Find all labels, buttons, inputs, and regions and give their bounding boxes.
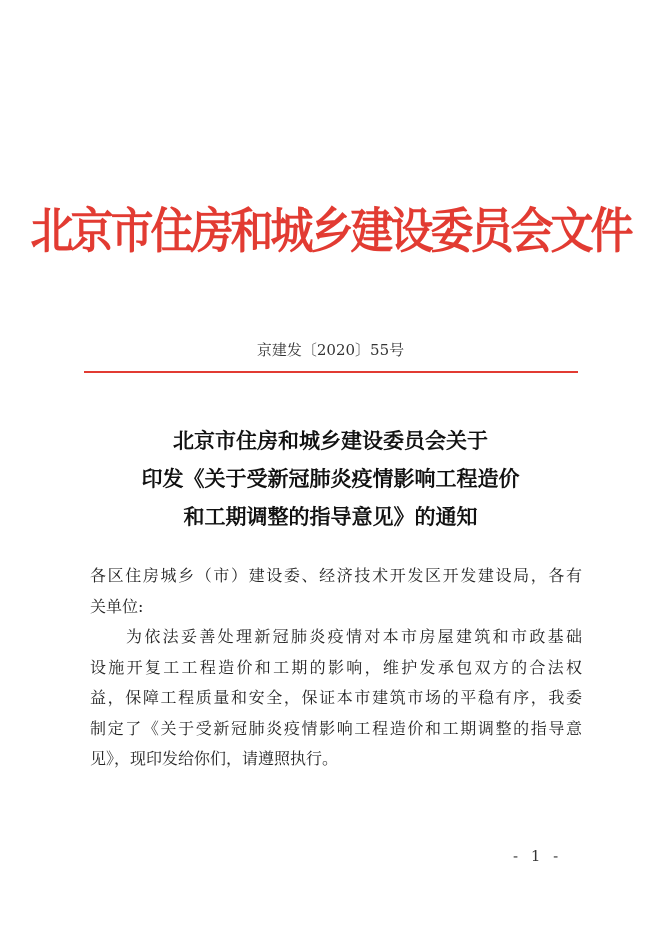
paragraph-line: 益，保障工程质量和安全，保证本市建筑市场的平稳有序，我委 [90, 688, 582, 707]
red-divider-line [84, 371, 578, 373]
addressee-line: 各区住房城乡（市）建设委、经济技术开发区开发建设局，各有 [90, 566, 582, 585]
notice-title-line: 和工期调整的指导意见》的通知 [183, 504, 478, 529]
notice-title-line: 北京市住房和城乡建设委员会关于 [173, 428, 488, 453]
notice-title-line: 印发《关于受新冠肺炎疫情影响工程造价 [141, 466, 520, 491]
paragraph-line: 见》，现印发给你们，请遵照执行。 [90, 749, 339, 768]
paragraph-line: 为依法妥善处理新冠肺炎疫情对本市房屋建筑和市政基础 [126, 627, 582, 646]
notice-title [0, 422, 661, 536]
paragraph-line: 设施开复工工程造价和工期的影响，维护发承包双方的合法权 [90, 657, 582, 677]
notice-body [90, 561, 582, 775]
addressee-line: 关单位: [90, 596, 144, 616]
page-number: - 1 - [513, 847, 563, 865]
issuing-authority-header: 北京市住房和城乡建设委员会文件 [30, 203, 631, 260]
paragraph-line: 制定了《关于受新冠肺炎疫情影响工程造价和工期调整的指导意 [90, 718, 582, 738]
document-number: 京建发〔2020〕55号 [256, 341, 405, 359]
